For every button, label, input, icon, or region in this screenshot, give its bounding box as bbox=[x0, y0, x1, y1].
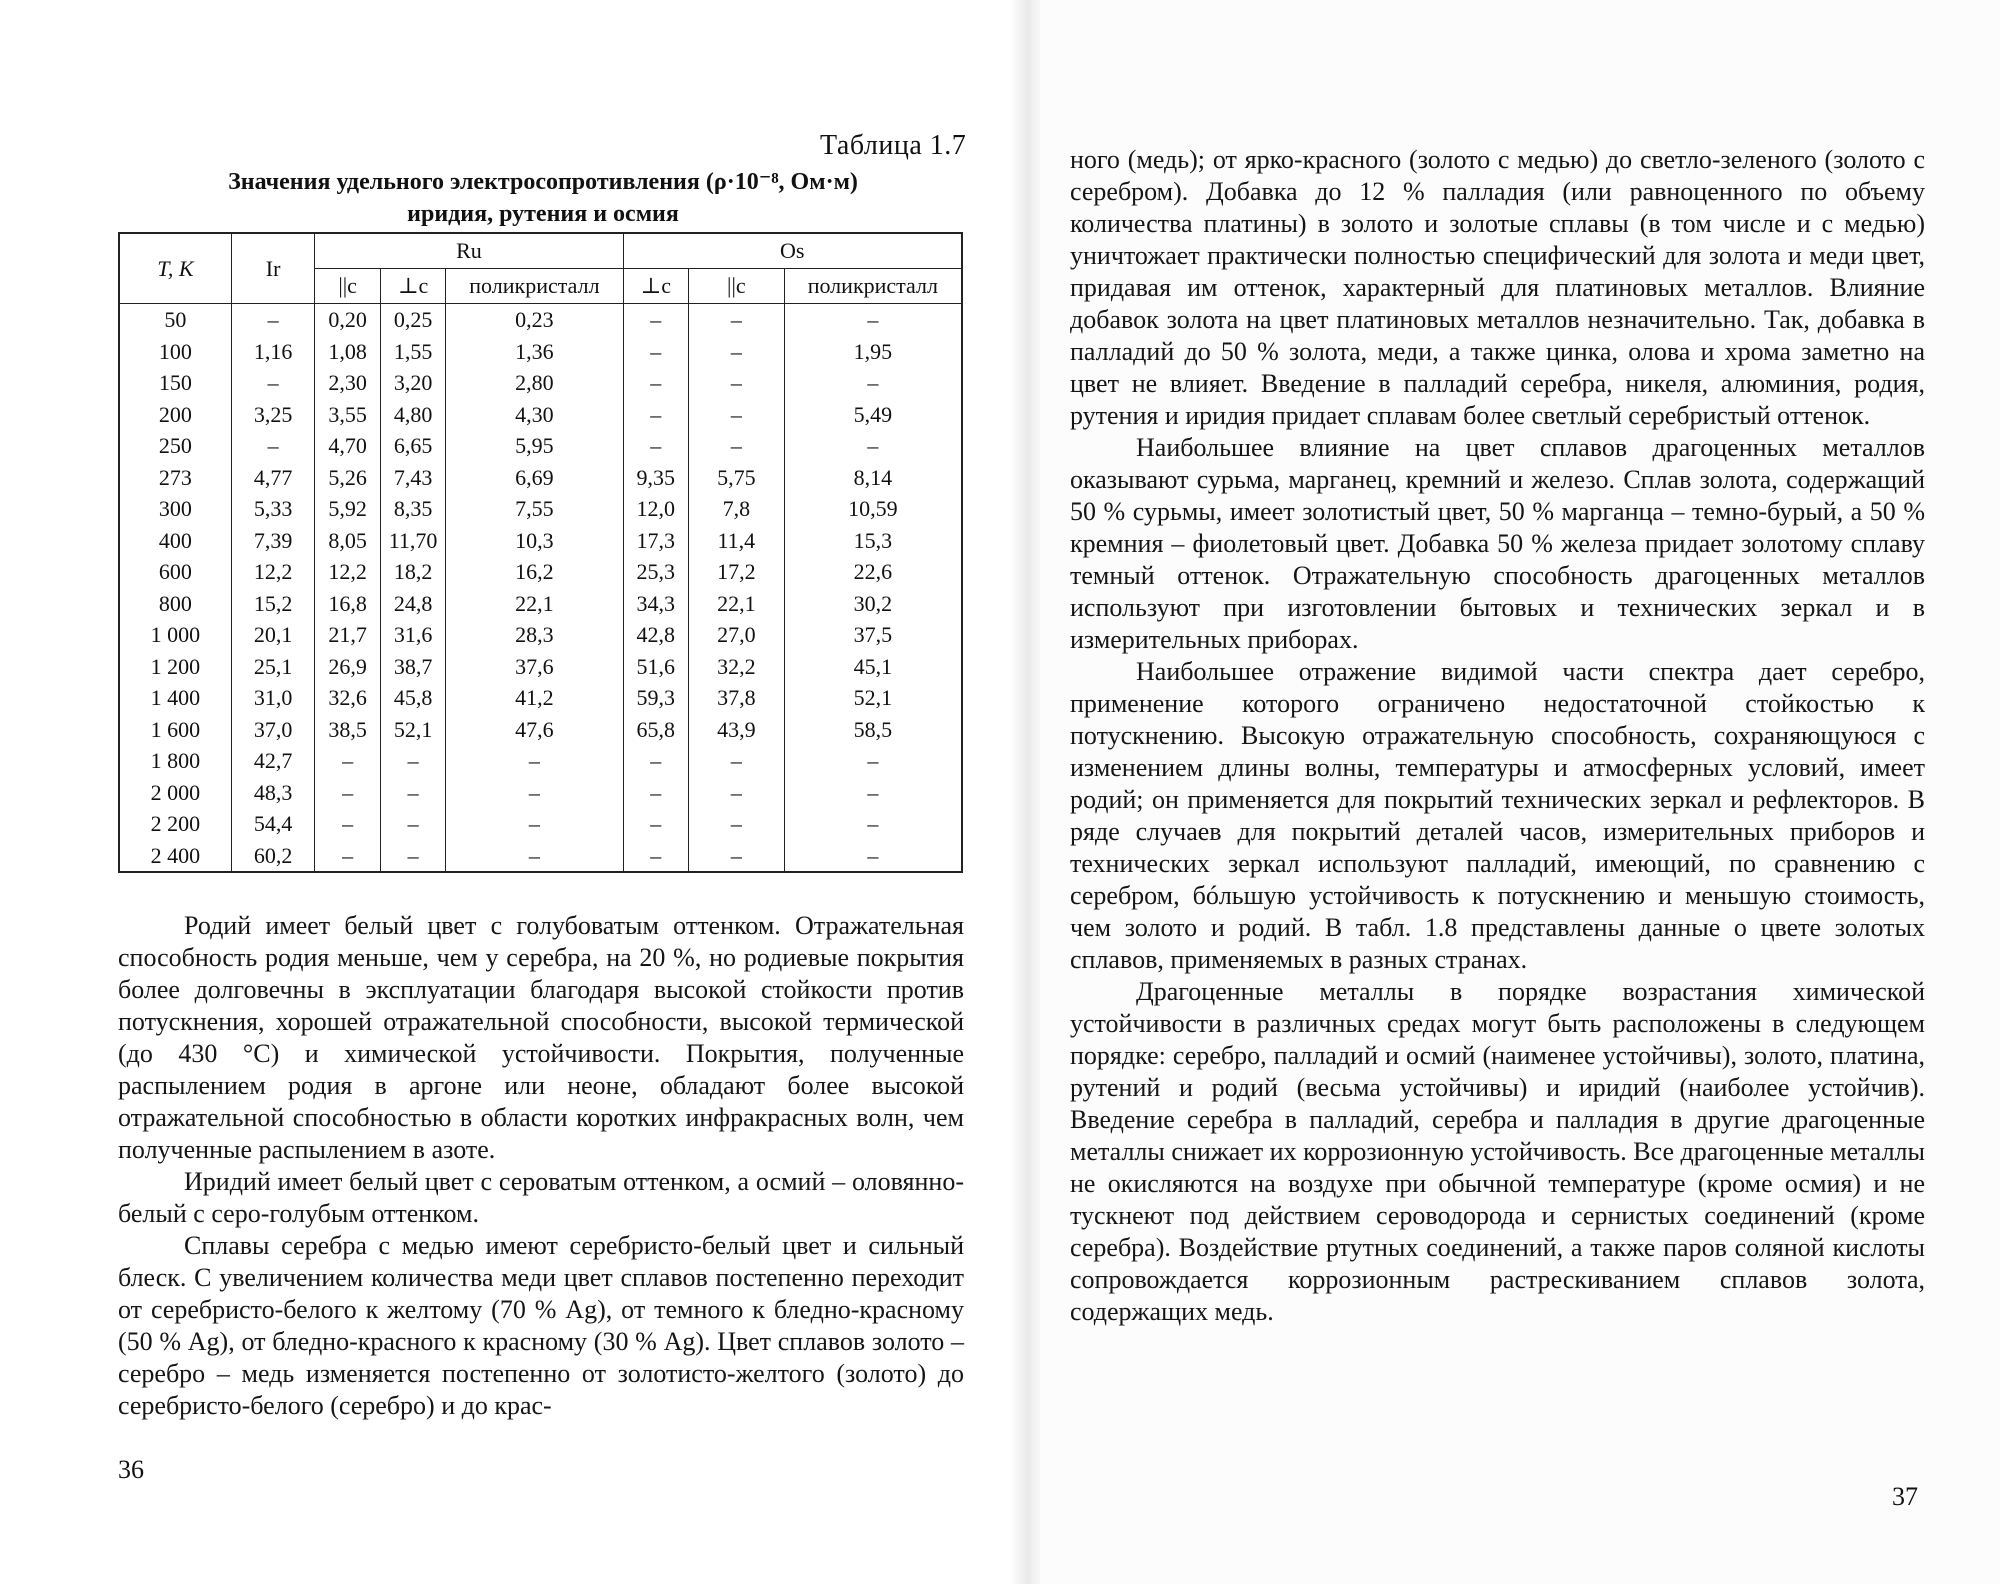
table-row bbox=[119, 493, 962, 525]
table-row bbox=[119, 777, 962, 809]
table-cell: 42,7 bbox=[231, 745, 315, 777]
table-cell: 7,43 bbox=[380, 462, 445, 494]
table-row bbox=[119, 588, 962, 620]
paragraph-rhodium: Родий имеет белый цвет с голубоватым оттенком. Отражательная способность родия меньше, чем у серебра, на 20 %, но родиевые покрытия более долговечны в эксплуатации благодаря высокой стойкости против потускнения, хорошей отражательной способности, высокой термической (до 430 °С) и химической устойчивости. Покрытия, полученные распылением родия в аргоне или неоне, обладают более высокой отражательной способностью в области коротких инфракрасных волн, чем полученные распылением в азоте. bbox=[118, 911, 964, 1164]
table-row bbox=[119, 840, 962, 873]
table-cell: 4,30 bbox=[446, 399, 623, 431]
table-cell: 15,3 bbox=[784, 525, 962, 557]
table-cell: 5,92 bbox=[315, 493, 380, 525]
table-cell: – bbox=[689, 777, 785, 809]
table-cell: 12,2 bbox=[315, 556, 380, 588]
table-cell: 24,8 bbox=[380, 588, 445, 620]
table-cell: 250 bbox=[119, 430, 231, 462]
table-cell: – bbox=[689, 840, 785, 873]
table-cell: – bbox=[784, 808, 962, 840]
table-cell: 1,55 bbox=[380, 336, 445, 368]
table-cell: 32,2 bbox=[689, 651, 785, 683]
table-cell: 28,3 bbox=[446, 619, 623, 651]
table-cell: 30,2 bbox=[784, 588, 962, 620]
table-cell: 1,16 bbox=[231, 336, 315, 368]
table-cell: 2 200 bbox=[119, 808, 231, 840]
table-cell: 0,23 bbox=[446, 304, 623, 336]
table-cell: 27,0 bbox=[689, 619, 785, 651]
table-cell: 1 400 bbox=[119, 682, 231, 714]
table-cell: 65,8 bbox=[623, 714, 688, 746]
table-cell: 22,6 bbox=[784, 556, 962, 588]
table-cell: – bbox=[446, 840, 623, 873]
table-cell: – bbox=[623, 399, 688, 431]
table-cell: 8,14 bbox=[784, 462, 962, 494]
table-cell: 52,1 bbox=[784, 682, 962, 714]
table-title-line1: Значения удельного электросопротивления (ρ·10⁻⁸, Ом·м) bbox=[228, 169, 858, 195]
table-row bbox=[119, 808, 962, 840]
table-cell: – bbox=[446, 808, 623, 840]
table-cell: – bbox=[315, 840, 380, 873]
table-cell: 16,8 bbox=[315, 588, 380, 620]
table-cell: 200 bbox=[119, 399, 231, 431]
table-cell: 2 400 bbox=[119, 840, 231, 873]
table-cell: – bbox=[623, 430, 688, 462]
table-cell: – bbox=[689, 336, 785, 368]
header-ru-perp: ⊥c bbox=[380, 269, 445, 304]
table-cell: 43,9 bbox=[689, 714, 785, 746]
table-cell: 18,2 bbox=[380, 556, 445, 588]
table-cell: – bbox=[315, 808, 380, 840]
paragraph-silver-copper: Сплавы серебра с медью имеют серебристо-белый цвет и сильный блеск. С увеличением количества меди цвет сплавов постепенно переходит от серебристо-белого к желтому (70 % Ag), от темного к бледно-красному (50 % Ag), от бледно-красного к красному (30 % Ag). Цвет сплавов золото – серебро – медь изменяется постепенно от золотисто-желтого (золото) до серебристо-белого (серебро) и до крас- bbox=[118, 1231, 964, 1420]
table-cell: – bbox=[623, 336, 688, 368]
table-row bbox=[119, 556, 962, 588]
table-cell: 5,33 bbox=[231, 493, 315, 525]
table-cell: 4,80 bbox=[380, 399, 445, 431]
table-cell: 0,25 bbox=[380, 304, 445, 336]
table-row bbox=[119, 336, 962, 368]
table-cell: 37,5 bbox=[784, 619, 962, 651]
table-cell: – bbox=[446, 745, 623, 777]
table-cell: – bbox=[689, 430, 785, 462]
table-cell: – bbox=[380, 777, 445, 809]
table-cell: 600 bbox=[119, 556, 231, 588]
table-cell: – bbox=[315, 777, 380, 809]
paragraph-continuation: ного (медь); от ярко-красного (золото с медью) до светло-зеленого (золото с серебром). Добавка до 12 % палладия (или равноценного по объему количества платины) в золото и золотые сплавы (в том числе и с медью) уничтожает практически полностью специфический для золота и меди цвет, придавая им оттенок, характерный для платиновых металлов. Влияние добавок золота на цвет платиновых металлов незначительно. Так, добавка в палладий до 50 % золота, меди, а также цинка, олова и хрома заметно на цвет не влияет. Введение в палладий серебра, никеля, алюминия, родия, рутения и иридия придает сплавам более светлый серебристый оттенок. bbox=[1070, 145, 1925, 430]
table-cell: 2,80 bbox=[446, 367, 623, 399]
table-cell: 1,08 bbox=[315, 336, 380, 368]
table-cell: – bbox=[784, 304, 962, 336]
table-row bbox=[119, 619, 962, 651]
table-cell: 7,39 bbox=[231, 525, 315, 557]
table-cell: 7,8 bbox=[689, 493, 785, 525]
table-cell: – bbox=[689, 304, 785, 336]
table-cell: 47,6 bbox=[446, 714, 623, 746]
table-cell: 273 bbox=[119, 462, 231, 494]
table-cell: 48,3 bbox=[231, 777, 315, 809]
paragraph-iridium: Иридий имеет белый цвет с сероватым оттенком, а осмий – оловянно-белый с серо-голубым оттенком. bbox=[118, 1167, 964, 1228]
header-ru-poly: поликристалл bbox=[446, 269, 623, 304]
table-cell: 60,2 bbox=[231, 840, 315, 873]
table-cell: 11,4 bbox=[689, 525, 785, 557]
header-ru-par: ||c bbox=[315, 269, 380, 304]
table-cell: 2 000 bbox=[119, 777, 231, 809]
header-os-perp: ⊥c bbox=[623, 269, 688, 304]
table-cell: 4,77 bbox=[231, 462, 315, 494]
table-cell: – bbox=[784, 745, 962, 777]
table-cell: 5,75 bbox=[689, 462, 785, 494]
table-cell: – bbox=[231, 304, 315, 336]
resistivity-table bbox=[118, 232, 963, 873]
table-body bbox=[119, 304, 962, 873]
table-cell: 21,7 bbox=[315, 619, 380, 651]
table-cell: 59,3 bbox=[623, 682, 688, 714]
table-cell: 3,25 bbox=[231, 399, 315, 431]
table-cell: 5,26 bbox=[315, 462, 380, 494]
table-cell: 51,6 bbox=[623, 651, 688, 683]
table-cell: 38,7 bbox=[380, 651, 445, 683]
table-cell: – bbox=[784, 430, 962, 462]
table-cell: – bbox=[784, 840, 962, 873]
table-cell: – bbox=[446, 777, 623, 809]
paragraph-color-influence: Наибольшее влияние на цвет сплавов драгоценных металлов оказывают сурьма, марганец, кремний и железо. Сплав золота, содержащий 50 % сурьмы, имеет золотистый цвет, 50 % марганца – темно-бурый, а 50 % кремния – фиолетовый цвет. Добавка 50 % железа придает золотому сплаву темный оттенок. Отражательную способность драгоценных металлов используют при изготовлении бытовых и технических зеркал и в измерительных приборах. bbox=[1070, 433, 1925, 654]
table-cell: 6,65 bbox=[380, 430, 445, 462]
table-title-line2: иридия, рутения и осмия bbox=[407, 201, 679, 227]
table-cell: 10,59 bbox=[784, 493, 962, 525]
page-number-right: 37 bbox=[1892, 1482, 1918, 1511]
table-cell: 2,30 bbox=[315, 367, 380, 399]
table-title bbox=[118, 166, 968, 230]
table-cell: 20,1 bbox=[231, 619, 315, 651]
table-cell: 37,0 bbox=[231, 714, 315, 746]
table-cell: – bbox=[623, 367, 688, 399]
table-cell: 6,69 bbox=[446, 462, 623, 494]
table-cell: 32,6 bbox=[315, 682, 380, 714]
table-cell: 0,20 bbox=[315, 304, 380, 336]
table-cell: 8,05 bbox=[315, 525, 380, 557]
table-cell: 5,95 bbox=[446, 430, 623, 462]
table-cell: 26,9 bbox=[315, 651, 380, 683]
table-cell: 15,2 bbox=[231, 588, 315, 620]
table-cell: 17,3 bbox=[623, 525, 688, 557]
table-row bbox=[119, 304, 962, 336]
table-cell: – bbox=[689, 745, 785, 777]
table-cell: 10,3 bbox=[446, 525, 623, 557]
table-cell: 1 200 bbox=[119, 651, 231, 683]
table-cell: 22,1 bbox=[689, 588, 785, 620]
table-row bbox=[119, 430, 962, 462]
table-cell: – bbox=[315, 745, 380, 777]
header-ir: Ir bbox=[231, 233, 315, 304]
table-cell: 54,4 bbox=[231, 808, 315, 840]
table-row bbox=[119, 714, 962, 746]
table-cell: 7,55 bbox=[446, 493, 623, 525]
table-cell: 1,36 bbox=[446, 336, 623, 368]
table-row bbox=[119, 745, 962, 777]
table-cell: 31,0 bbox=[231, 682, 315, 714]
table-cell: – bbox=[623, 808, 688, 840]
table-cell: 1 800 bbox=[119, 745, 231, 777]
table-cell: – bbox=[689, 399, 785, 431]
table-row bbox=[119, 525, 962, 557]
header-os-par: ||c bbox=[689, 269, 785, 304]
table-cell: 8,35 bbox=[380, 493, 445, 525]
table-cell: 45,1 bbox=[784, 651, 962, 683]
table-cell: 11,70 bbox=[380, 525, 445, 557]
page-number-left: 36 bbox=[118, 1455, 144, 1484]
table-cell: 3,55 bbox=[315, 399, 380, 431]
table-cell: 1 600 bbox=[119, 714, 231, 746]
table-cell: – bbox=[231, 430, 315, 462]
table-cell: 17,2 bbox=[689, 556, 785, 588]
table-row bbox=[119, 651, 962, 683]
table-cell: – bbox=[784, 777, 962, 809]
table-cell: 52,1 bbox=[380, 714, 445, 746]
table-cell: 12,2 bbox=[231, 556, 315, 588]
table-cell: 400 bbox=[119, 525, 231, 557]
table-cell: – bbox=[380, 808, 445, 840]
table-cell: 25,1 bbox=[231, 651, 315, 683]
table-cell: 41,2 bbox=[446, 682, 623, 714]
table-cell: 31,6 bbox=[380, 619, 445, 651]
table-cell: 5,49 bbox=[784, 399, 962, 431]
header-ru: Ru bbox=[315, 233, 623, 269]
table-cell: 22,1 bbox=[446, 588, 623, 620]
table-cell: – bbox=[784, 367, 962, 399]
table-cell: 150 bbox=[119, 367, 231, 399]
table-cell: 300 bbox=[119, 493, 231, 525]
table-cell: – bbox=[623, 777, 688, 809]
table-cell: – bbox=[380, 840, 445, 873]
paragraph-reflection: Наибольшее отражение видимой части спектра дает серебро, применение которого ограничено недостаточной стойкостью к потускнению. Высокую отражательную способность, сохраняющуюся с изменением длины волны, температуры и атмосферных условий, имеет родий; он применяется для покрытий технических зеркал и рефлекторов. В ряде случаев для покрытий деталей часов, измерительных приборов и технических зеркал используют палладий, имеющий, по сравнению с серебром, бóльшую устойчивость к потускнению и меньшую стоимость, чем золото и родий. В табл. 1.8 представлены данные о цвете золотых сплавов, применяемых в разных странах. bbox=[1070, 657, 1925, 974]
table-cell: 16,2 bbox=[446, 556, 623, 588]
table-row bbox=[119, 682, 962, 714]
table-cell: 45,8 bbox=[380, 682, 445, 714]
table-cell: 34,3 bbox=[623, 588, 688, 620]
table-cell: 100 bbox=[119, 336, 231, 368]
table-cell: 800 bbox=[119, 588, 231, 620]
table-cell: 12,0 bbox=[623, 493, 688, 525]
table-cell: – bbox=[380, 745, 445, 777]
left-body-text bbox=[118, 910, 964, 1422]
header-os: Os bbox=[623, 233, 962, 269]
header-temperature: T, К bbox=[119, 233, 231, 304]
table-cell: – bbox=[623, 304, 688, 336]
table-cell: – bbox=[689, 808, 785, 840]
table-cell: 25,3 bbox=[623, 556, 688, 588]
right-body-text bbox=[1070, 144, 1925, 1328]
table-row bbox=[119, 462, 962, 494]
table-cell: – bbox=[689, 367, 785, 399]
header-os-poly: поликристалл bbox=[784, 269, 962, 304]
table-cell: – bbox=[623, 840, 688, 873]
table-cell: 38,5 bbox=[315, 714, 380, 746]
table-cell: 50 bbox=[119, 304, 231, 336]
table-cell: 1,95 bbox=[784, 336, 962, 368]
table-cell: – bbox=[231, 367, 315, 399]
table-cell: 4,70 bbox=[315, 430, 380, 462]
table-row bbox=[119, 399, 962, 431]
table-cell: 1 000 bbox=[119, 619, 231, 651]
table-cell: 58,5 bbox=[784, 714, 962, 746]
table-cell: – bbox=[623, 745, 688, 777]
table-row bbox=[119, 367, 962, 399]
table-cell: 37,6 bbox=[446, 651, 623, 683]
paragraph-chemical-stability: Драгоценные металлы в порядке возрастания химической устойчивости в различных средах могут быть расположены в следующем порядке: серебро, палладий и осмий (наименее устойчивы), золото, платина, рутений и родий (весьма устойчивы) и иридий (наиболее устойчив). Введение серебра в палладий, серебра и палладия в другие драгоценные металлы снижает их коррозионную устойчивость. Все драгоценные металлы не окисляются на воздухе при обычной температуре (кроме осмия) и не тускнеют под действием сероводорода и сернистых соединений (кроме серебра). Воздействие ртутных соединений, а также паров соляной кислоты сопровождается коррозионным растрескиванием сплавов золота, содержащих медь. bbox=[1070, 977, 1925, 1326]
table-cell: 42,8 bbox=[623, 619, 688, 651]
table-cell: 37,8 bbox=[689, 682, 785, 714]
table-number: Таблица 1.7 bbox=[820, 130, 967, 161]
table-cell: 9,35 bbox=[623, 462, 688, 494]
table-cell: 3,20 bbox=[380, 367, 445, 399]
